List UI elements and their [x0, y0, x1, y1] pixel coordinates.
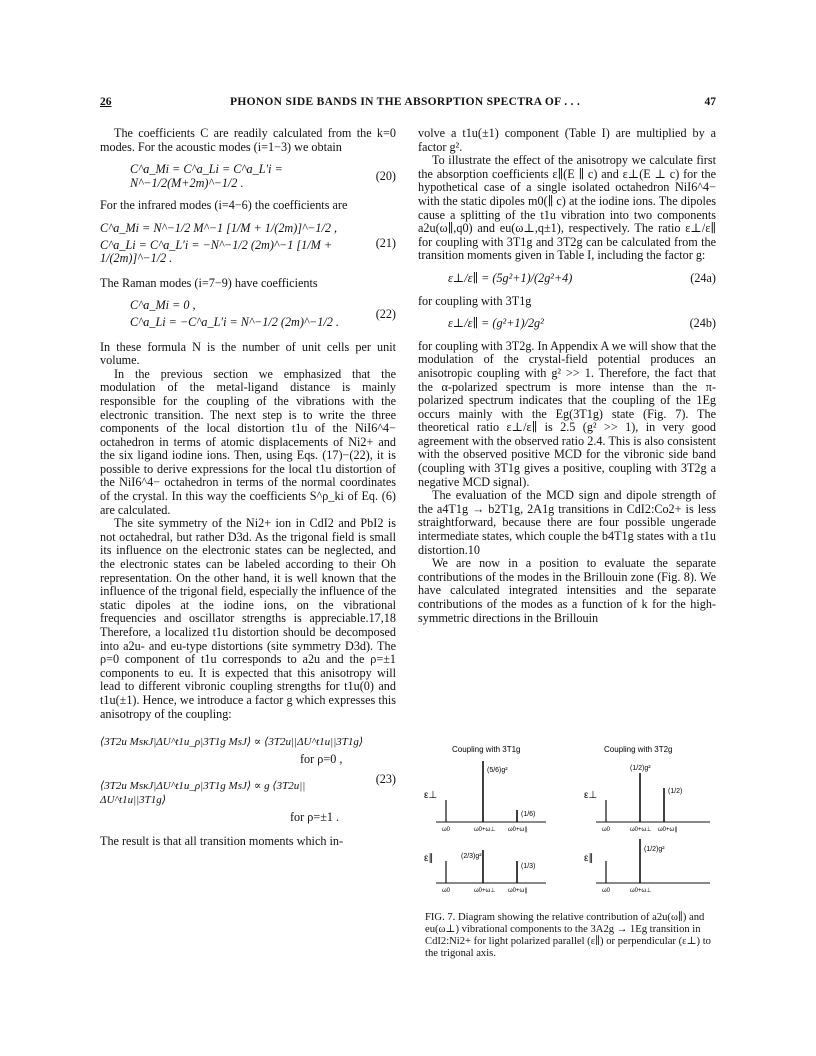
- epsilon-perp-label: ε⊥: [584, 790, 598, 801]
- paragraph: The Raman modes (i=7−9) have coefficients: [100, 275, 318, 290]
- bar-label: (1/2)g²: [630, 765, 651, 772]
- axis-tick-label: ω0: [602, 827, 611, 833]
- equation-23: [100, 733, 396, 827]
- paragraph: The site symmetry of the Ni2+ ion in CdI2 and PbI2 is not octahedral, but rather D3d. As the trigonal field is small its influence on the electronic states can be neglected, and the electronic states can be labeled according to their Oh representation. On the other hand, it is well known that the influence of the trigonal field, especially the influence of the static dipoles at the iodine ions, on the vibrational frequencies and oscillator strengths is appreciable.17,18 Therefore, a localized t1u distortion should be decomposed into a2u- and eu-type distortions (site symmetry D3d). The ρ=0 component of t1u corresponds to a2u and the ρ=±1 components to eu. It is expected that this anisotropy will lead to different vibronic coupling strengths for t1u(0) and t1u(±1). Hence, we introduce a factor g which expresses this anisotropy of the coupling:: [100, 516, 396, 721]
- caption-label: FIG. 7.: [425, 912, 456, 923]
- left-panel-title: Coupling with 3T1g: [452, 745, 521, 754]
- equation-line: C^a_Li = −C^a_L′i = N^−1/2 (2m)^−1/2 .: [130, 314, 339, 329]
- equation-number: (22): [375, 306, 396, 321]
- axis-tick-label: ω0+ω∥: [508, 888, 528, 894]
- bar-label: (1/6): [521, 811, 536, 818]
- paragraph: The result is that all transition moments which in-: [100, 834, 344, 849]
- equation-24a: [418, 272, 716, 286]
- paragraph: To illustrate the effect of the anisotropy we calculate first the absorption coefficients ε∥(E ∥ c) and ε⊥(E ⊥ c) for the hypothetical case of a single isolated octahedron NiI6^4− with the static dipoles m0(∥ c) at the iodine ions. The dipoles cause a splitting of the t1u vibration into two components a2u(ω∥,q0) and eu(ω⊥,q±1), respectively. The ratio ε⊥/ε∥ for coupling with 3T1g and 3T2g can be calculated from the transition moments given in Table I, including the factor g:: [418, 153, 716, 263]
- equation-number: (24a): [690, 270, 716, 285]
- equation-24b: [418, 317, 716, 331]
- right-column: [418, 127, 716, 625]
- axis-tick-label: ω0+ω⊥: [630, 827, 652, 833]
- axis-tick-label: ω0+ω⊥: [474, 888, 496, 894]
- paragraph: for coupling with 3T1g: [418, 293, 532, 308]
- paragraph: In these formula N is the number of unit cells per unit volume.: [100, 339, 396, 368]
- bar-label: (5/6)g²: [487, 767, 508, 774]
- figure-caption: [425, 912, 715, 960]
- equation-line: C^a_Mi = 0 ,: [130, 298, 196, 313]
- axis-tick-label: ω0: [602, 888, 611, 894]
- right-panel-title: Coupling with 3T2g: [604, 745, 673, 754]
- axis-tick-label: ω0+ω⊥: [630, 888, 652, 894]
- bar-label: (1/3): [521, 863, 536, 870]
- paragraph: The coefficients C are readily calculated from the k=0 modes. For the acoustic modes (i=1−3) we obtain: [100, 126, 396, 154]
- equation-line: ⟨3T2u MsκJ|ΔU^t1u_ρ|3T1g MsJ⟩ ∝ g ⟨3T2u||ΔU^t1u||3T1g⟩: [100, 780, 306, 806]
- equation-number: (24b): [689, 316, 716, 331]
- axis-tick-label: ω0+ω∥: [658, 827, 678, 833]
- page-header: [100, 96, 716, 112]
- equation-condition: for ρ=0 ,: [300, 751, 343, 766]
- epsilon-parallel-label: ε∥: [584, 853, 594, 864]
- axis-tick-label: ω0: [442, 827, 451, 833]
- equation-line: C^a_Mi = N^−1/2 M^−1 [1/M + 1/(2m)]^−1/2 ,: [100, 220, 338, 235]
- equation-condition: for ρ=±1 .: [290, 809, 340, 824]
- paragraph: We are now in a position to evaluate the separate contributions of the modes in the Brillouin zone (Fig. 8). We have calculated integrated intensities and the separate contributions of the modes as a function of k for the high-symmetric directions in the Brillouin: [418, 556, 716, 625]
- equation-21: [100, 219, 396, 269]
- paragraph: The evaluation of the MCD sign and dipole strength of the a4T1g → b2T1g, 2A1g transitions in CdI2:Co2+ is less straightforward, because there are four possible ungerade intermediate states, which couple the b4T1g states with a t1u distortion.10: [418, 488, 716, 557]
- paragraph: For the infrared modes (i=4−6) the coefficients are: [100, 198, 348, 213]
- running-title: PHONON SIDE BANDS IN THE ABSORPTION SPECTRA OF . . .: [230, 96, 581, 108]
- journal-page-ref: 26: [100, 96, 112, 108]
- equation-20: [100, 163, 396, 190]
- axis-tick-label: ω0+ω⊥: [474, 827, 496, 833]
- caption-text: Diagram showing the relative contribution of a2u(ω∥) and eu(ω⊥) vibrational components to the 3A2g → 1Eg transition in CdI2:Ni2+ for light polarized parallel (ε∥) or perpendicular (ε⊥) to the trigonal axis.: [425, 912, 711, 959]
- axis-tick-label: ω0+ω∥: [508, 827, 528, 833]
- bar-label: (1/2)g²: [644, 846, 665, 853]
- axis-tick-label: ω0: [442, 888, 451, 894]
- equation-line: C^a_Li = C^a_L′i = −N^−1/2 (2m)^−1 [1/M + 1/(2m)]^−1/2 .: [100, 237, 333, 266]
- equation-body: ε⊥/ε∥ = (5g²+1)/(2g²+4): [448, 270, 573, 285]
- paragraph: for coupling with 3T2g. In Appendix A we will show that the modulation of the crystal-field potential produces an anisotropic coupling with g² >> 1. Therefore, the fact that the α-polarized spectrum is more intense than the π-polarized spectrum indicates that the coupling of the 1Eg occurs mainly with the Eg(3T1g) state (Fig. 7). The theoretical ratio ε⊥/ε∥ is 2.5 (g² >> 1), in very good agreement with the observed ratio 2.4. This is also consistent with the observed positive MCD for the vibronic side band (coupling with 3T1g gives a positive, coupling with 3T2g a negative MCD signal).: [418, 338, 716, 489]
- left-column: [100, 127, 396, 849]
- equation-number: (21): [375, 236, 396, 251]
- paragraph: volve a t1u(±1) component (Table I) are multiplied by a factor g².: [418, 126, 716, 154]
- equation-number: (23): [375, 772, 396, 787]
- equation-22: [100, 296, 396, 332]
- equation-body: ε⊥/ε∥ = (g²+1)/2g²: [448, 316, 544, 331]
- page-number: 47: [704, 96, 716, 108]
- epsilon-parallel-label: ε∥: [424, 853, 434, 864]
- equation-line: ⟨3T2u MsκJ|ΔU^t1u_ρ|3T1g MsJ⟩ ∝ ⟨3T2u||ΔU^t1u||3T1g⟩: [100, 736, 364, 749]
- epsilon-perp-label: ε⊥: [424, 790, 438, 801]
- paragraph: In the previous section we emphasized that the modulation of the metal-ligand distance is mainly responsible for the coupling of the vibrations with the electronic transition. The next step is to write the three components of the local distortion t1u of the NiI6^4− octahedron in terms of atomic displacements of Ni2+ and the six ligand iodine ions. Then, using Eqs. (17)−(22), it is possible to derive expressions for the local t1u distortion of the NiI6^4− octahedron in terms of the normal coordinates of the crystal. In this way the coefficients S^ρ_ki of Eq. (6) are calculated.: [100, 366, 396, 517]
- bar-label: (1/2): [668, 788, 683, 795]
- equation-number: (20): [375, 168, 396, 183]
- equation-body: C^a_Mi = C^a_Li = C^a_L′i = N^−1/2(M+2m)^−1/2 .: [130, 162, 283, 190]
- bar-label: (2/3)g²: [461, 853, 482, 860]
